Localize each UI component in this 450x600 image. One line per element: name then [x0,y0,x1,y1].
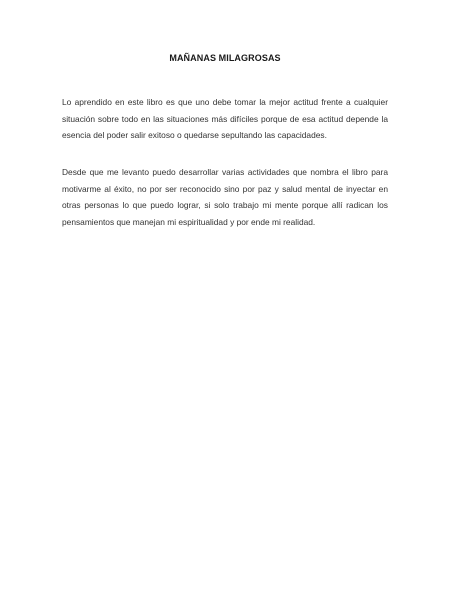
paragraph-1: Lo aprendido en este libro es que uno debe tomar la mejor actitud frente a cualquier situación sobre todo en las situaciones más difíciles porque de esa actitud depende la esencia del poder salir exitoso o quedarse sepultando las capacidades. [62,97,388,141]
document-title: MAÑANAS MILAGROSAS [169,53,281,63]
paragraph-2: Desde que me levanto puedo desarrollar varias actividades que nombra el libro para motivarme al éxito, no por ser reconocido sino por paz y salud mental de inyectar en otras personas lo que puedo lograr, si solo trabajo mi mente porque allí radican los pensamientos que manejan mi espiritualidad y por ende mi realidad. [62,167,388,228]
